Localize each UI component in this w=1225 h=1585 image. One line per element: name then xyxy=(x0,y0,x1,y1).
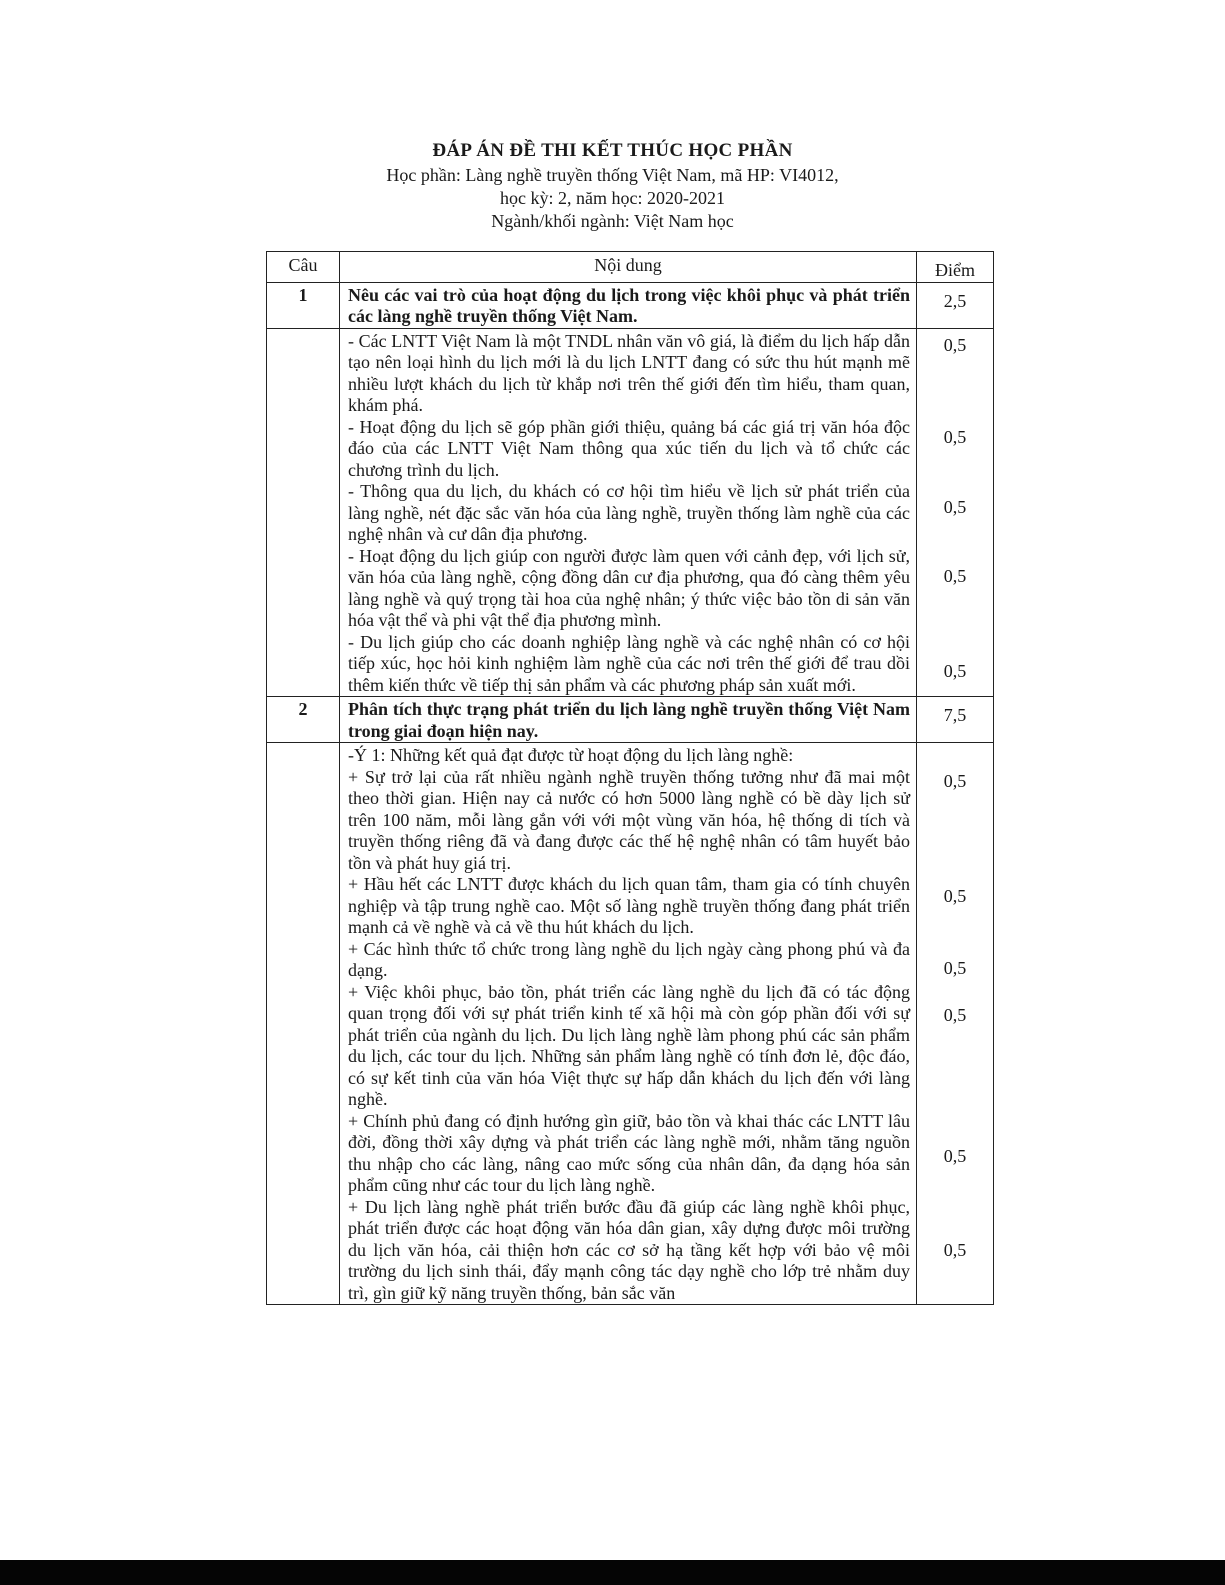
q2-item-2-points: 0,5 xyxy=(943,886,967,906)
q1-item-4-points: 0,5 xyxy=(943,565,967,586)
semester-line: học kỳ: 2, năm học: 2020-2021 xyxy=(500,188,725,208)
col-header-cau: Câu xyxy=(267,252,340,283)
q2-item-4-points: 0,5 xyxy=(943,1005,967,1025)
q1-item-2: - Hoạt động du lịch sẽ góp phần giới thiệu, quảng bá các giá trị văn hóa độc đáo của các LNTT Việt Nam thông qua xúc tiến du lịch và tổ chức các chương trình du lịch. xyxy=(348,416,910,480)
col-header-noi-dung: Nội dung xyxy=(340,252,917,283)
q2-item-2: + Hầu hết các LNTT được khách du lịch quan tâm, tham gia có tính chuyên nghiệp và tập trung nghề cao. Một số làng nghề truyền thống đang phát triển mạnh cả về nghề và cả về thu hút khách du lịch. xyxy=(348,874,910,937)
q1-items xyxy=(340,328,917,697)
q1-number: 1 xyxy=(267,282,340,328)
q2-items-row xyxy=(267,743,994,1305)
q2-items-empty xyxy=(267,743,340,1305)
answer-table xyxy=(266,251,994,1305)
q2-items xyxy=(340,743,917,1305)
q1-row xyxy=(267,282,994,328)
q1-item-3-points: 0,5 xyxy=(943,496,967,517)
q1-item-5: - Du lịch giúp cho các doanh nghiệp làng nghề và các nghệ nhân có cơ hội tiếp xúc, học hỏi kinh nghiệm làm nghề của các nơi trên thế giới để trau dồi thêm kiến thức về tiếp thị sản phẩm và các phương pháp sản xuất mới. xyxy=(348,631,910,695)
q2-intro: -Ý 1: Những kết quả đạt được từ hoạt động du lịch làng nghề: xyxy=(348,745,794,765)
q1-item-3: - Thông qua du lịch, du khách có cơ hội tìm hiểu về lịch sử phát triển của làng nghề, nét đặc sắc văn hóa của làng nghề, truyền thống làm nghề của các nghệ nhân và cư dân địa phương. xyxy=(348,481,910,544)
q2-item-5-points: 0,5 xyxy=(943,1146,967,1166)
q2-row xyxy=(267,697,994,743)
q2-item-1: + Sự trở lại của rất nhiều ngành nghề truyền thống tưởng như đã mai một theo thời gian. Hiện nay cả nước có hơn 5000 làng nghề có bề dày lịch sử trên 100 năm, mỗi làng gắn với với một vùng văn hóa, hệ thống di tích và truyền thống riêng đã và đang được các thế hệ nghệ nhân có tâm huyết bảo tồn và phát huy giá trị. xyxy=(348,766,910,873)
q1-items-row xyxy=(267,328,994,697)
q2-item-5: + Chính phủ đang có định hướng gìn giữ, bảo tồn và khai thác các LNTT lâu đời, đồng thời xây dựng và phát triển các làng nghề mới, nhằm tăng nguồn thu nhập cho các làng, nâng cao mức sống của nhân dân, đa dạng hóa sản phẩm cũng như các tour du lịch làng nghề. xyxy=(348,1110,910,1195)
q2-item-6-points: 0,5 xyxy=(943,1240,967,1260)
major-line: Ngành/khối ngành: Việt Nam học xyxy=(491,211,734,231)
q1-item-1: - Các LNTT Việt Nam là một TNDL nhân văn vô giá, là điểm du lịch hấp dẫn tạo nên loại hình du lịch mới là du lịch LNTT đang có sức thu hút mạnh mẽ nhiều lượt khách du lịch từ khắp nơi trên thế giới đến tìm hiểu, tham quan, khám phá. xyxy=(348,330,910,415)
document-header xyxy=(0,138,1225,233)
q2-item-6: + Du lịch làng nghề phát triển bước đầu đã giúp các làng nghề khôi phục, phát triển được các hoạt động văn hóa dân gian, xây dựng được môi trường du lịch văn hóa, cải thiện hơn các cơ sở hạ tầng kết hợp với bảo vệ môi trường du lịch sinh thái, đẩy mạnh công tác dạy nghề cho lớp trẻ nhằm duy trì, gìn giữ kỹ năng truyền thống, bản sắc văn xyxy=(348,1196,910,1303)
scan-bottom-edge xyxy=(0,1560,1225,1585)
q2-number: 2 xyxy=(267,697,340,743)
q2-item-points xyxy=(917,743,994,1305)
q1-item-5-points: 0,5 xyxy=(943,660,967,681)
table-header-row xyxy=(267,252,994,283)
q2-item-4: + Việc khôi phục, bảo tồn, phát triển các làng nghề du lịch đã có tác động quan trọng đối với sự phát triển kinh tế xã hội mà còn góp phần đối với sự phát triển của ngành du lịch. Du lịch làng nghề làm phong phú các sản phẩm du lịch, các tour du lịch. Những sản phẩm làng nghề có tính đơn lẻ, độc đáo, có sự kết tinh của văn hóa Việt thực sự hấp dẫn khách du lịch đến với làng nghề. xyxy=(348,981,910,1109)
q2-item-3: + Các hình thức tổ chức trong làng nghề du lịch ngày càng phong phú và đa dạng. xyxy=(348,938,910,980)
q1-item-2-points: 0,5 xyxy=(943,426,967,447)
course-line: Học phần: Làng nghề truyền thống Việt Nam, mã HP: VI4012, xyxy=(386,165,839,185)
q1-question: Nêu các vai trò của hoạt động du lịch trong việc khôi phục và phát triển các làng nghề truyền thống Việt Nam. xyxy=(340,282,917,328)
q1-items-empty xyxy=(267,328,340,697)
q1-item-1-points: 0,5 xyxy=(943,334,967,355)
q1-item-4: - Hoạt động du lịch giúp con người được làm quen với cảnh đẹp, với lịch sử, văn hóa của làng nghề, cộng đồng dân cư địa phương, qua đó càng thêm yêu làng nghề và quý trọng tài hoa của nghệ nhân; ý thức việc bảo tồn di sản văn hóa vật thể và phi vật thể địa phương mình. xyxy=(348,545,910,630)
q1-points: 2,5 xyxy=(917,282,994,328)
q2-item-3-points: 0,5 xyxy=(943,958,967,978)
q2-points: 7,5 xyxy=(917,697,994,743)
q2-item-1-points: 0,5 xyxy=(943,771,967,791)
q2-question: Phân tích thực trạng phát triển du lịch làng nghề truyền thống Việt Nam trong giai đoạn hiện nay. xyxy=(340,697,917,743)
col-header-diem: Điểm xyxy=(917,252,994,283)
q1-item-points xyxy=(917,328,994,697)
document-title: ĐÁP ÁN ĐỀ THI KẾT THÚC HỌC PHẦN xyxy=(432,140,793,161)
